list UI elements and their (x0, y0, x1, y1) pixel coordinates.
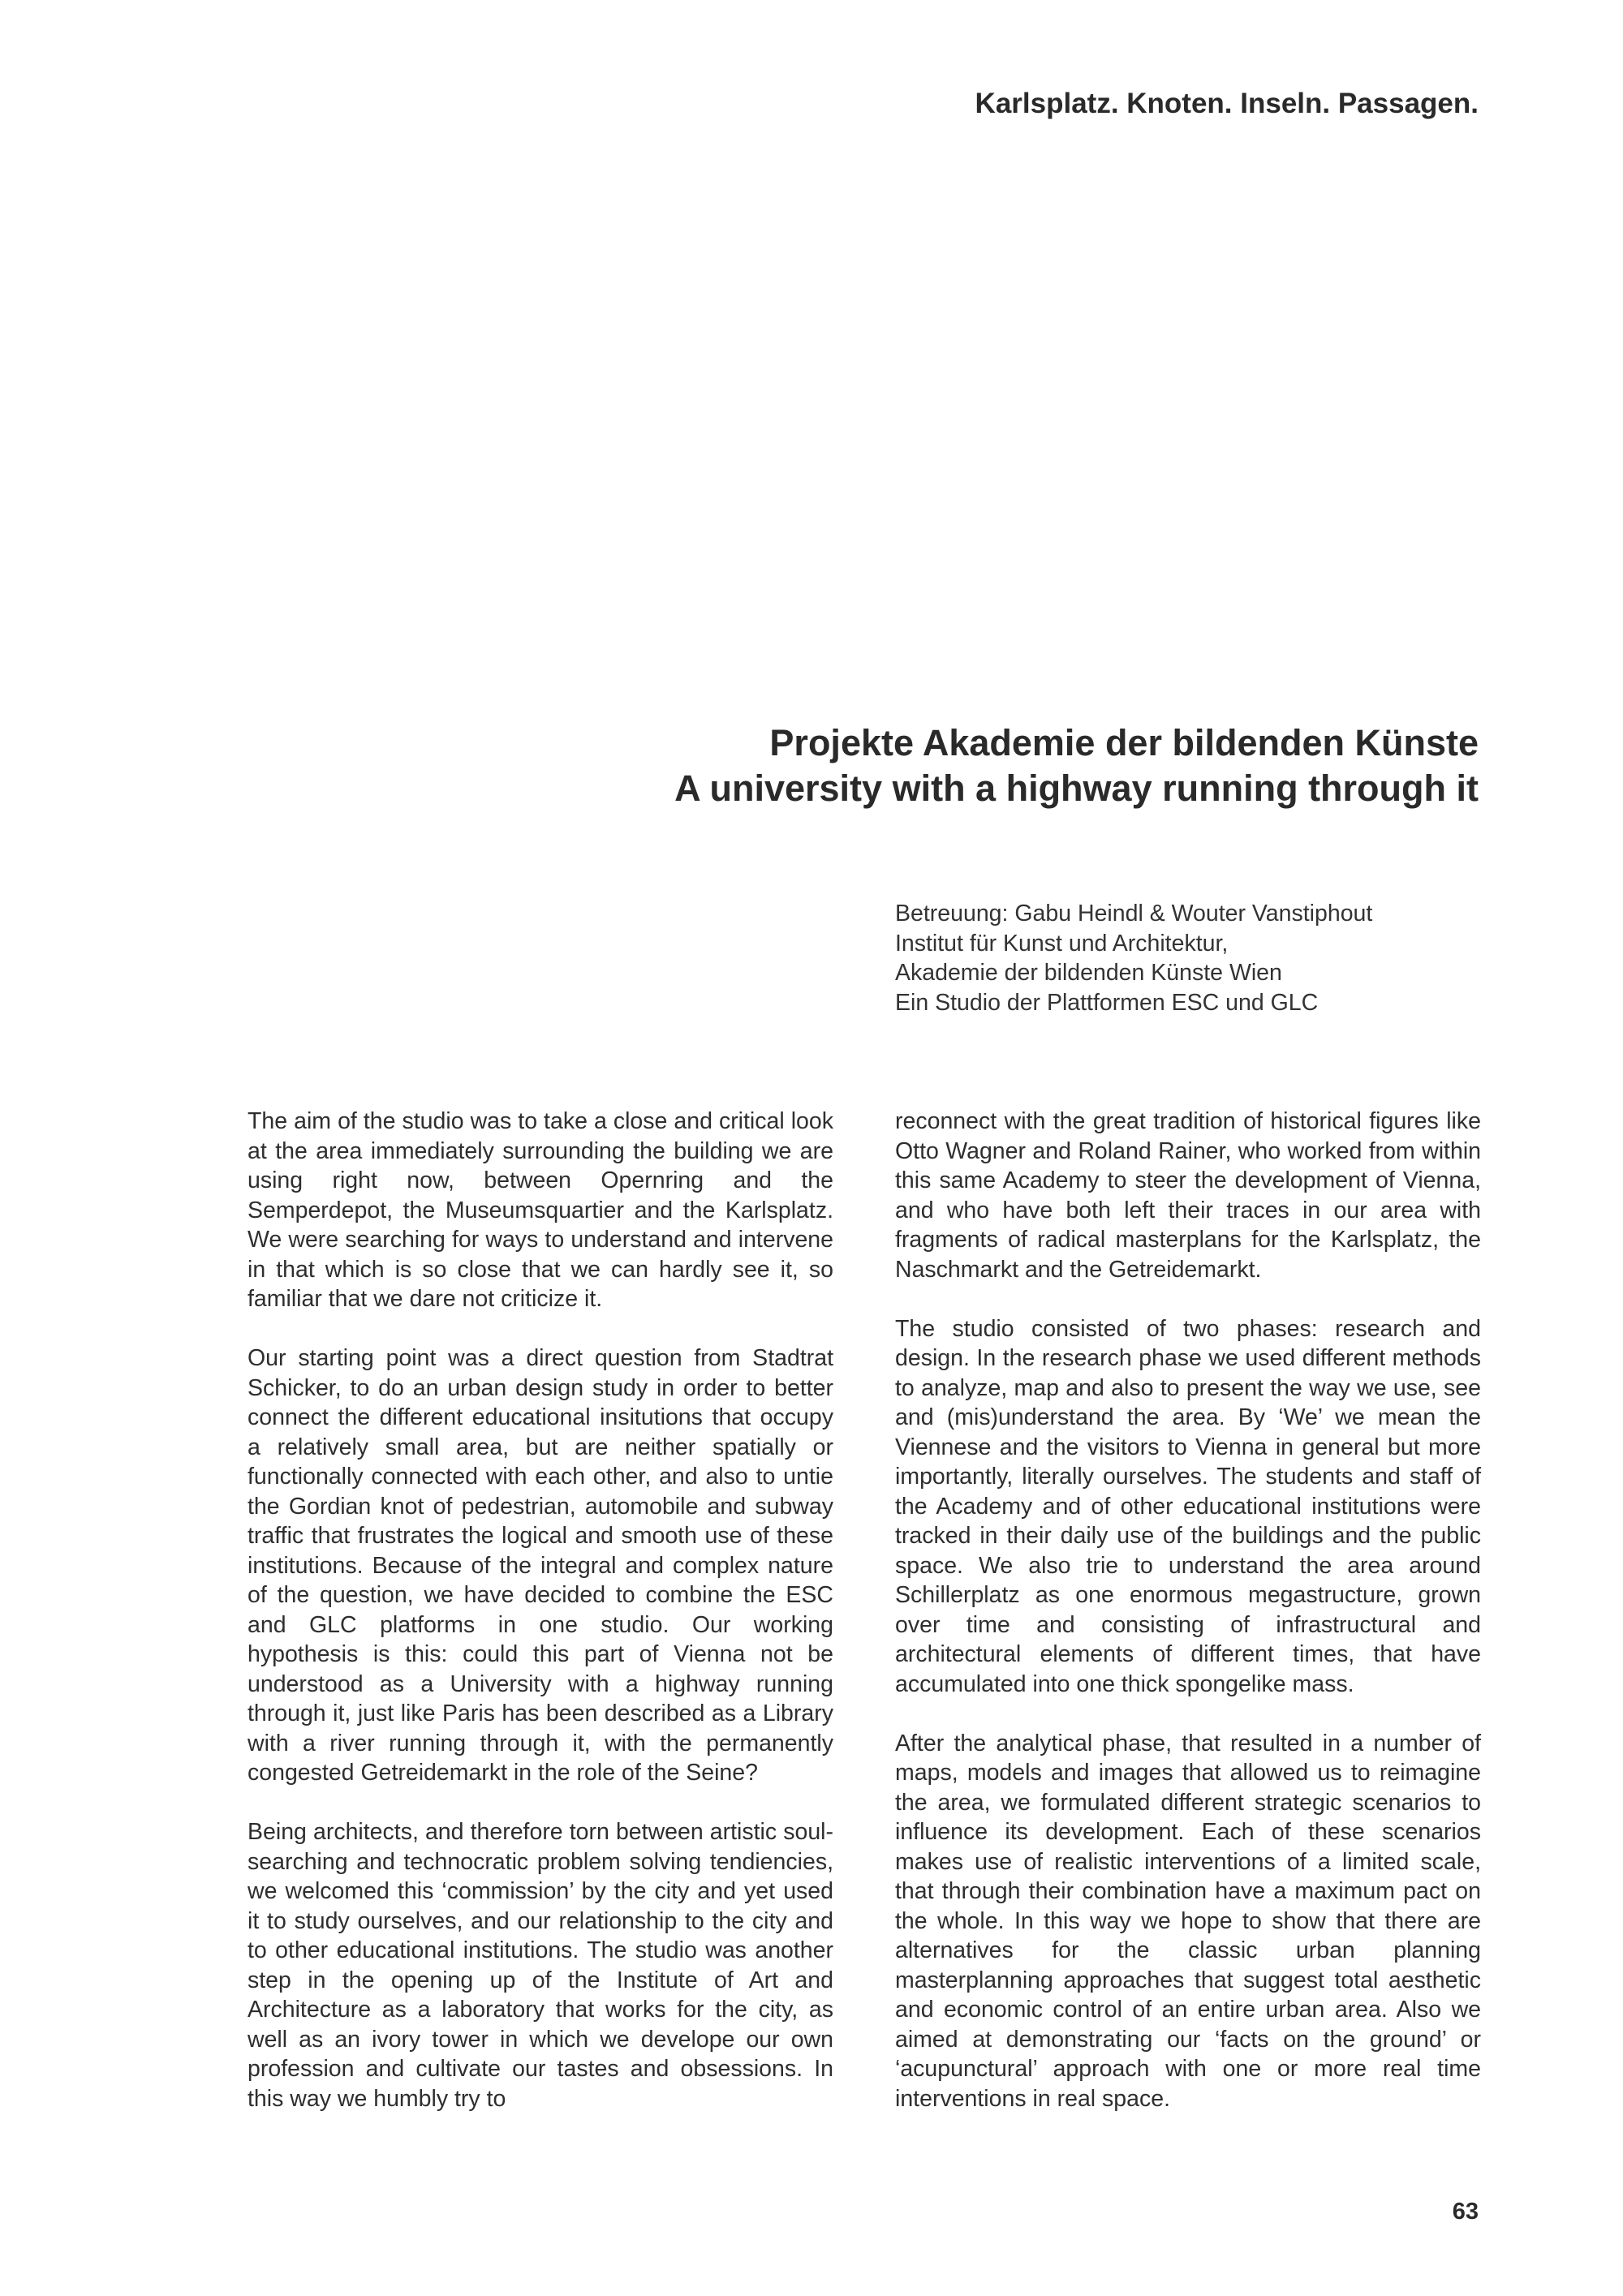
supervision-credits (895, 899, 1479, 1017)
title-line-2: A university with a highway running through it (674, 767, 1479, 809)
left-text-column (248, 1107, 833, 2113)
running-header: Karlsplatz. Knoten. Inseln. Passagen. (975, 88, 1479, 119)
supervision-line-2: Institut für Kunst und Architektur, (895, 930, 1229, 957)
supervision-line-4: Ein Studio der Plattformen ESC und GLC (895, 989, 1319, 1016)
right-paragraph-3: After the analytical phase, that resulted in a number of maps, models and images that allowed us to reimagine the area, we formulated different strategic scenarios to influence its development. Each of these scenarios makes use of realistic interventions of a limited scale, that through their combination have a maximum pact on the whole. In this way we hope to show that there are alternatives for the classic urban planning masterplanning approaches that suggest total aesthetic and economic control of an entire urban area. Also we aimed at demonstrating our ‘facts on the ground’ or ‘acupunctural’ approach with one or more real time interventions in real space. (895, 1730, 1481, 2112)
left-paragraph-1: The aim of the studio was to take a close and critical look at the area immediately surrounding the building we are using right now, between Opernring and the Semperdepot, the Museumsquartier and the Karlsplatz. We were searching for ways to understand and intervene in that which is so close that we can hardly see it, so familiar that we dare not criticize it. (248, 1108, 833, 1312)
left-paragraph-3: Being architects, and therefore torn between artistic soul-searching and technocratic problem solving tendiencies, we welcomed this ‘commission’ by the city and yet used it to study ourselves, and our relationship to the city and to other educational institutions. The studio was another step in the opening up of the Institute of Art and Architecture as a laboratory that works for the city, as well as an ivory tower in which we develope our own profession and cultivate our tastes and obsessions. In this way we humbly try to (248, 1819, 833, 2112)
page-number: 63 (1452, 2199, 1479, 2225)
supervision-line-3: Akademie der bildenden Künste Wien (895, 960, 1282, 986)
supervision-line-1: Betreuung: Gabu Heindl & Wouter Vanstiphout (895, 901, 1373, 927)
right-paragraph-1: reconnect with the great tradition of historical figures like Otto Wagner and Roland Rainer, who worked from within this same Academy to steer the development of Vienna, and who have both left their traces in our area with fragments of radical masterplans for the Karlsplatz, the Naschmarkt and the Getreidemarkt. (895, 1108, 1481, 1283)
right-paragraph-2: The studio consisted of two phases: research and design. In the research phase we used different methods to analyze, map and also to present the way we use, see and (mis)understand the area. By ‘We’ we mean the Viennese and the visitors to Vienna in general but more importantly, literally ourselves. The students and staff of the Academy and of other educational institutions were tracked in their daily use of the buildings and the public space. We also trie to understand the area around Schillerplatz as one enormous megastructure, grown over time and consisting of infrastructural and architectural elements of different times, that have accumulated into one thick spongelike mass. (895, 1315, 1481, 1697)
left-paragraph-2: Our starting point was a direct question from Stadtrat Schicker, to do an urban design study in order to better connect the different educational insitutions that occupy a relatively small area, but are neither spatially or functionally connected with each other, and also to untie the Gordian knot of pedestrian, automobile and subway traffic that frustrates the logical and smooth use of these institutions. Because of the integral and complex nature of the question, we have decided to combine the ESC and GLC platforms in one studio. Our working hypothesis is this: could this part of Vienna not be understood as a University with a highway running through it, just like Paris has been described as a Library with a river running through it, with the permanently congested Getreidemarkt in the role of the Seine? (248, 1345, 833, 1786)
title-line-1: Projekte Akademie der bildenden Künste (769, 722, 1479, 763)
right-text-column (895, 1107, 1481, 2113)
page-title (674, 720, 1479, 811)
